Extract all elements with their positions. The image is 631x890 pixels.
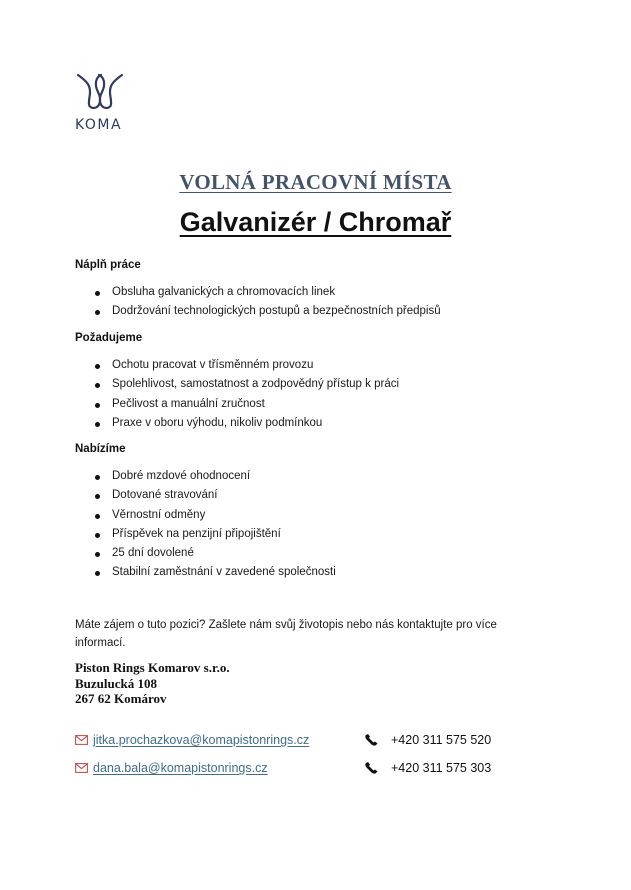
phone-icon — [364, 733, 380, 747]
list-item: Příspěvek na penzijní připojištění — [95, 525, 336, 544]
list-item: Dobré mzdové ohodnocení — [95, 467, 336, 486]
list-item: Spolehlivost, samostatnost a zodpovědný přístup k práci — [95, 375, 399, 394]
list-item: 25 dní dovolené — [95, 544, 336, 563]
list-item: Pečlivost a manuální zručnost — [95, 395, 399, 414]
phone-icon — [364, 761, 380, 775]
company-name: Piston Rings Komarov s.r.o. — [75, 660, 230, 675]
list-item: Ochotu pracovat v třísměnném provozu — [95, 356, 399, 375]
envelope-icon — [75, 735, 88, 745]
page-headline: VOLNÁ PRACOVNÍ MÍSTA — [179, 170, 452, 194]
list-item: Dodržování technologických postupů a bezpečnostních předpisů — [95, 302, 441, 321]
phone-number: +420 311 575 303 — [391, 761, 492, 775]
contact-row — [75, 761, 555, 781]
section-title-requirements: Požadujeme — [75, 332, 143, 344]
requirements-list — [95, 356, 399, 433]
email-link[interactable]: jitka.prochazkova@komapistonrings.cz — [93, 733, 310, 747]
list-item: Stabilní zaměstnání v zavedené společnosti — [95, 563, 336, 582]
list-item: Obsluha galvanických a chromovacích linek — [95, 283, 441, 302]
duties-list — [95, 283, 441, 322]
koma-logo — [74, 72, 134, 112]
call-to-action: Máte zájem o tuto pozici? Zašlete nám svůj životopis nebo nás kontaktujte pro více informací. — [75, 619, 497, 649]
job-title: Galvanizér / Chromař — [179, 207, 452, 237]
list-item: Věrnostní odměny — [95, 506, 336, 525]
envelope-icon — [75, 763, 88, 773]
logo-wordmark: KOMA — [75, 117, 123, 133]
company-address — [75, 660, 230, 707]
offer-list — [95, 467, 336, 583]
logo-mark-icon — [74, 72, 126, 112]
phone-number: +420 311 575 520 — [391, 733, 492, 747]
email-link[interactable]: dana.bala@komapistonrings.cz — [93, 761, 268, 775]
company-city: 267 62 Komárov — [75, 691, 167, 706]
company-street: Buzulucká 108 — [75, 675, 157, 691]
section-title-offer: Nabízíme — [75, 443, 126, 455]
contact-row — [75, 733, 555, 753]
section-title-duties: Náplň práce — [75, 259, 141, 271]
list-item: Dotované stravování — [95, 486, 336, 505]
list-item: Praxe v oboru výhodu, nikoliv podmínkou — [95, 414, 399, 433]
